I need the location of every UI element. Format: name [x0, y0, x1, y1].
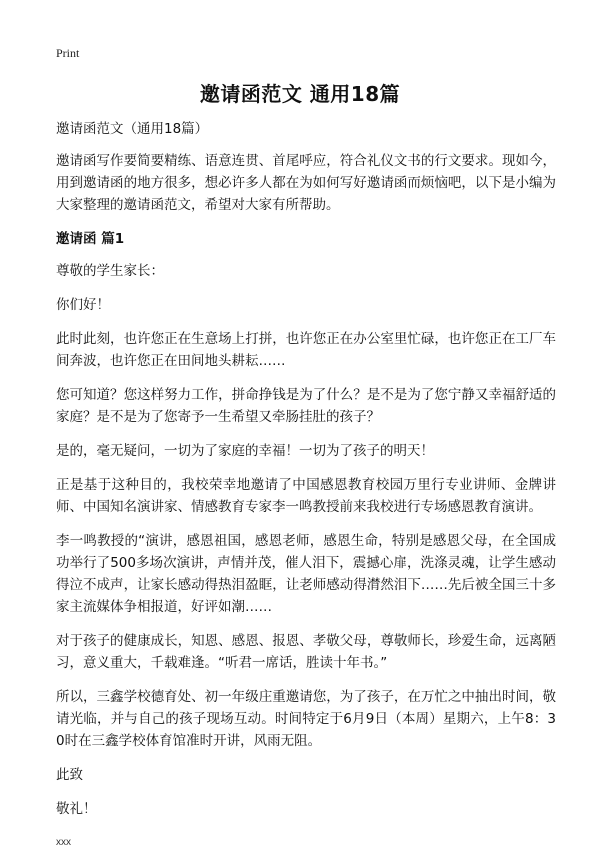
paragraph-body: 是的，毫无疑问，一切为了家庭的幸福！一切为了孩子的明天！ [56, 443, 434, 459]
paragraph-body: 对于孩子的健康成长，知恩、感恩、报恩、孝敬父母，尊敬师长，珍爱生命，远离陋习，意义重大，千载难逢。“听君一席话，胜读十年书。” [56, 633, 556, 671]
closing-line: 此致 [56, 767, 83, 783]
print-link[interactable]: Print [56, 46, 80, 60]
page-title: 邀请函范文 通用18篇 [199, 82, 401, 106]
paragraph-body: 所以，三鑫学校德育处、初一年级庄重邀请您，为了孩子，在万忙之中抽出时间，敬请光临，并与自己的孩子现场互动。时间特定于6月9日（本周）星期六，上午8：30时在三鑫学校体育馆准时开讲，风雨无阻。 [56, 689, 556, 749]
document-subtitle: 邀请函范文（通用18篇） [56, 121, 209, 137]
section-heading: 邀请函 篇1 [56, 231, 125, 247]
paragraph-salutation: 尊敬的学生家长： [56, 263, 164, 279]
paragraph-body: 您可知道？您这样努力工作，拼命挣钱是为了什么？是不是为了您宁静又幸福舒适的家庭？是不是为了您寄予一生希望又牵肠挂肚的孩子？ [56, 387, 556, 425]
intro-paragraph: 邀请函写作要简要精练、语意连贯、首尾呼应，符合礼仪文书的行文要求。现如今，用到邀请函的地方很多，想必许多人都在为如何写好邀请函而烦恼吧，以下是小编为大家整理的邀请函范文，希望对大家有所帮助。 [56, 153, 556, 213]
closing-regards: 敬礼！ [56, 801, 97, 817]
paragraph-greeting: 你们好！ [56, 297, 110, 313]
paragraph-body: 此时此刻，也许您正在生意场上打拼，也许您正在办公室里忙碌，也许您正在工厂车间奔波，也许您正在田间地头耕耘…… [56, 331, 556, 369]
paragraph-body: 正是基于这种目的，我校荣幸地邀请了中国感恩教育校园万里行专业讲师、金牌讲师、中国知名演讲家、情感教育专家李一鸣教授前来我校进行专场感恩教育演讲。 [56, 477, 556, 515]
paragraph-body: 李一鸣教授的“演讲，感恩祖国，感恩老师，感恩生命，特别是感恩父母，在全国成功举行了500多场次演讲，声情并茂，催人泪下，震撼心扉，洗涤灵魂，让学生感动得泣不成声，让家长感动得热泪盈眶，让老师感动得潸然泪下……先后被全国三十多家主流媒体争相报道，好评如潮…… [56, 533, 556, 615]
signature: xxx [56, 837, 71, 848]
document-body [56, 118, 556, 866]
